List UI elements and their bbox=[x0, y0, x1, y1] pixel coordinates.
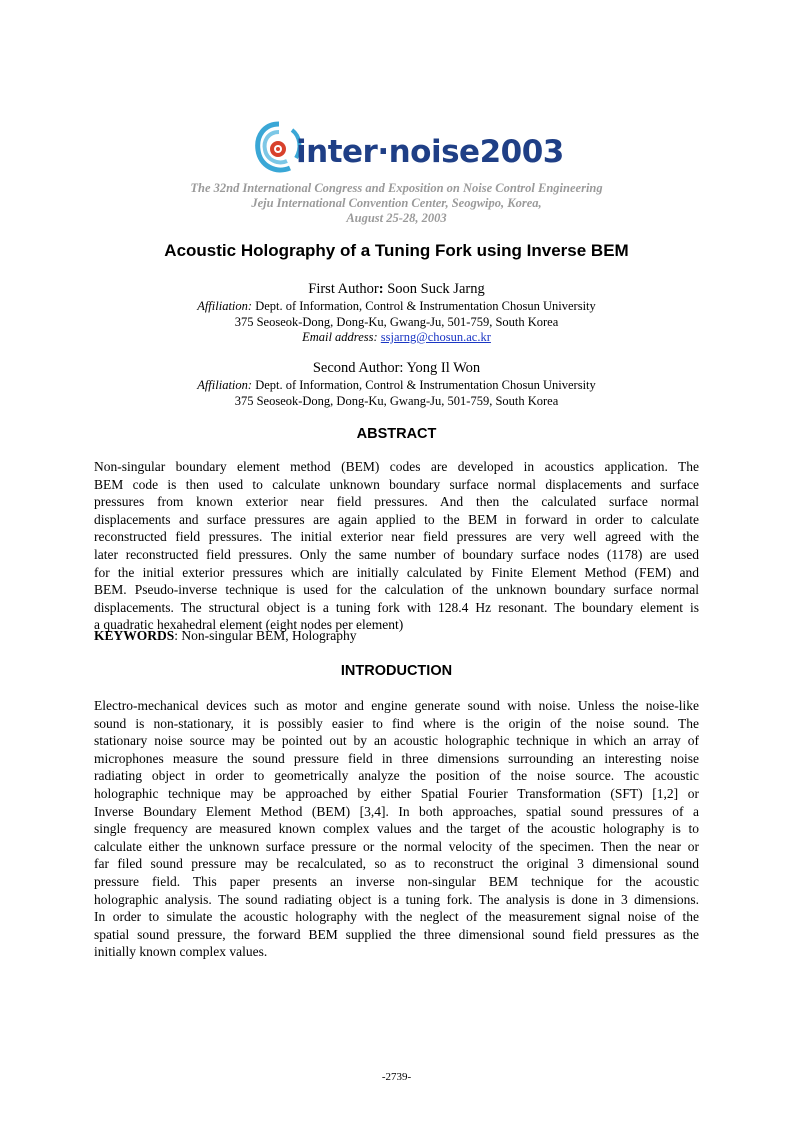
intro-line: calculate either the unknown surface pressure or the normal velocity of the specimen. Then the near or bbox=[94, 838, 699, 854]
paper-title: Acoustic Holography of a Tuning Fork using Inverse BEM bbox=[164, 241, 629, 260]
first-author-affiliation bbox=[0, 299, 793, 314]
first-author-address: 375 Seoseok-Dong, Dong-Ku, Gwang-Ju, 501-759, South Korea bbox=[234, 315, 559, 329]
conference-name: The 32nd International Congress and Exposition on Noise Control Engineering bbox=[190, 181, 603, 195]
first-author-email-line: Email address: ssjarng@chosun.ac.kr bbox=[302, 330, 491, 344]
intro-line: Electro-mechanical devices such as motor and engine generate sound with noise. Unless the noise-like bbox=[94, 698, 699, 713]
second-author-address: 375 Seoseok-Dong, Dong-Ku, Gwang-Ju, 501-759, South Korea bbox=[234, 394, 559, 408]
first-author-line bbox=[0, 281, 793, 298]
abstract-line: reconstructed field pressures. The initial exterior near field pressures are very well agreed with the bbox=[94, 529, 699, 545]
affiliation-label: Affiliation: bbox=[197, 299, 253, 313]
email-label: Email address bbox=[302, 330, 374, 344]
affiliation-label: Affiliation: bbox=[197, 378, 253, 392]
affiliation-text: Dept. of Information, Control & Instrumentation Chosun University bbox=[255, 378, 596, 392]
intro-line: single frequency are measured known complex values and the target of the acoustic holography is to bbox=[94, 821, 699, 837]
keywords-label: KEYWORDS bbox=[94, 628, 175, 643]
abstract-line: for the initial exterior pressures which are initially calculated by Finite Element Method (FEM) and bbox=[94, 564, 699, 580]
email-link[interactable]: ssjarng@chosun.ac.kr bbox=[380, 330, 491, 344]
abstract-line: Non-singular boundary element method (BEM) codes are developed in acoustics application. The bbox=[94, 459, 699, 474]
intro-line: pressure field. This paper presents an inverse non-singular BEM technique for the acoustic bbox=[94, 873, 699, 889]
intro-line: far filed sound pressure may be recalculated, so as to reconstruct the original 3 dimensional sound bbox=[94, 856, 699, 872]
abstract-line: pressures from known exterior near field pressures. And then the calculated surface normal bbox=[94, 494, 699, 510]
introduction-heading: INTRODUCTION bbox=[340, 663, 453, 679]
intro-line: holographic analysis. The sound radiating object is a tuning fork. The analysis is done in 3 dimensions. bbox=[94, 891, 699, 907]
second-author-affiliation bbox=[0, 378, 793, 393]
abstract-body bbox=[94, 458, 699, 634]
abstract-heading: ABSTRACT bbox=[356, 426, 437, 442]
abstract-line: displacements. The structural object is a tuning fork with 128.4 Hz resonant. The boundary element is bbox=[94, 599, 699, 615]
second-author-line bbox=[0, 360, 793, 377]
first-author-label: First Author bbox=[308, 281, 379, 297]
second-author-name: Yong Il Won bbox=[406, 360, 481, 376]
abstract-line: later reconstructed field pressures. Only the same number of boundary surface nodes (1178) are used bbox=[94, 546, 699, 562]
logo-wordmark: inter·noise2003 bbox=[296, 134, 564, 170]
abstract-line: BEM. Pseudo-inverse technique is used for the calculation of the unknown boundary surface normal bbox=[94, 582, 699, 598]
first-author-separator: : bbox=[378, 281, 384, 297]
abstract-line: a quadratic hexahedral element (eight nodes per element) bbox=[94, 617, 404, 633]
first-author-name: Soon Suck Jarng bbox=[387, 281, 485, 297]
intro-line: Inverse Boundary Element Method (BEM) [3,4]. In both approaches, spatial sound pressures of a bbox=[94, 803, 699, 819]
intro-line: initially known complex values. bbox=[94, 944, 268, 960]
page-number: -2739- bbox=[381, 1071, 412, 1083]
intro-line: spatial sound pressure, the forward BEM supplied the three dimensional sound field pressures as the bbox=[94, 926, 699, 942]
abstract-line: displacements and surface pressures are again applied to the BEM in forward in order to calculate bbox=[94, 511, 699, 527]
second-author-label: Second Author: bbox=[312, 360, 404, 376]
conference-venue: Jeju International Convention Center, Seogwipo, Korea, bbox=[251, 196, 542, 210]
conference-dates: August 25-28, 2003 bbox=[346, 211, 447, 225]
intro-line: holographic technique may be approached by either Spatial Fourier Transformation (SFT) [1,2] or bbox=[94, 785, 699, 801]
intro-line: microphones measure the sound pressure field in three dimensions surrounding an interesting noise bbox=[94, 750, 699, 766]
intro-line: stationary noise source may be pointed out by an acoustic holographic technique in which an array of bbox=[94, 733, 699, 749]
intro-line: sound is non-stationary, it is possibly easier to find where is the origin of the noise sound. The bbox=[94, 715, 699, 731]
keywords-text: : Non-singular BEM, Holography bbox=[174, 628, 357, 643]
abstract-line: BEM code is then used to calculate unknown boundary surface normal displacements and surface bbox=[94, 476, 699, 492]
keywords-line bbox=[94, 628, 357, 644]
intro-line: radiating object in order to geometrically analyze the position of the noise source. The acoustic bbox=[94, 768, 699, 784]
affiliation-text: Dept. of Information, Control & Instrumentation Chosun University bbox=[255, 299, 596, 313]
introduction-body bbox=[94, 697, 699, 961]
intro-line: In order to simulate the acoustic holography with the neglect of the measurement signal noise of the bbox=[94, 909, 699, 925]
